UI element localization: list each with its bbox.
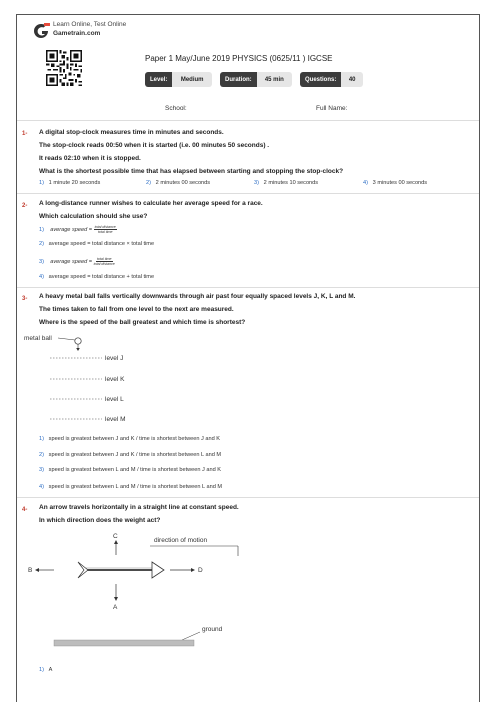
arrowhead [152,562,164,578]
label-d: D [198,567,203,574]
ground-block [54,640,194,646]
question-2-option-4[interactable]: 4) average speed = total distance + total time [39,274,155,280]
duration-label: Duration: [220,72,257,87]
question-2-option-3[interactable]: 3) average speed = $\frac{\text{total time}}{\text{total distance}}$ [39,257,115,266]
question-4-line-2: In which direction does the weight act? [39,517,161,524]
level-value: Medium [172,72,212,87]
ball-pointer-line [58,338,75,340]
question-1-number: 1- [22,131,28,137]
fullname-label: Full Name: [316,105,348,112]
question-3-line-3: Where is the speed of the ball greatest and which time is shortest? [39,319,246,326]
question-3-option-2[interactable]: 2) speed is greatest between J and K / time is shortest between L and M [39,452,222,458]
brand-tagline: Learn Online, Test Online [53,21,127,28]
level-label: Level: [145,72,172,87]
question-1-line-3: It reads 02:10 when it is stopped. [39,155,141,162]
arrow-forces-diagram [22,528,262,653]
level-badge [145,72,212,87]
question-2-line-1: A long-distance runner wishes to calculate her average speed for a race. [39,200,263,207]
question-4-option-1[interactable]: 1) A [39,667,53,673]
fraction: $\frac{\text{total time}}{\text{total distance}}$ [93,257,115,266]
question-1-line-2: The stop-clock reads 00:50 when it is started (i.e. 00 minutes 50 seconds) . [39,142,270,149]
question-3-line-2: The times taken to fall from one level to the next are measured. [39,306,234,313]
paper-title: Paper 1 May/June 2019 PHYSICS (0625/11 ) IGCSE [145,54,333,63]
brand-site: Gametrain.com [53,30,101,37]
question-4-line-1: An arrow travels horizontally in a straight line at constant speed. [39,504,239,511]
question-1-line-4: What is the shortest possible time that has elapsed between starting and stopping the stop-clock? [39,168,344,175]
question-1-option-2[interactable]: 2) 2 minutes 00 seconds [146,180,211,186]
question-1-option-4[interactable]: 4) 3 minutes 00 seconds [363,180,428,186]
question-1-line-1: A digital stop-clock measures time in minutes and seconds. [39,129,224,136]
question-3-number: 3- [22,296,28,302]
header-divider [17,120,479,121]
question-2-option-1[interactable]: 1) average speed = $\frac{\text{total distance}}{\text{total time}}$ [39,225,116,234]
question-3-divider [17,497,479,498]
level-k-label: level K [105,376,125,383]
question-2-option-2[interactable]: 2) average speed = total distance × total time [39,241,155,247]
duration-badge [220,72,292,87]
questions-value: 40 [341,72,363,87]
question-1-option-1[interactable]: 1) 1 minute 20 seconds [39,180,101,186]
label-a: A [113,604,118,611]
question-3-option-4[interactable]: 4) speed is greatest between L and M / time is shortest between L and M [39,484,223,490]
question-2-divider [17,287,479,288]
questions-label: Questions: [300,72,341,87]
ground-label: ground [202,626,223,633]
ground-pointer [182,632,200,640]
question-3-option-1[interactable]: 1) speed is greatest between J and K / time is shortest between J and K [39,436,220,442]
question-3-line-1: A heavy metal ball falls vertically downwards through air past four equally spaced levels J, K, L and M. [39,293,356,300]
level-j-label: level J [105,355,124,362]
question-3-option-3[interactable]: 3) speed is greatest between L and M / time is shortest between J and K [39,467,222,473]
question-4-number: 4- [22,507,28,513]
level-l-label: level L [105,396,124,403]
ball-label: metal ball [24,335,52,342]
questions-badge [300,72,363,87]
question-2-number: 2- [22,203,28,209]
level-m-label: level M [105,416,126,423]
arrow-fletching [78,562,88,578]
gametrain-logo-icon [31,22,51,40]
school-label: School: [165,105,187,112]
qr-code-icon [46,50,82,86]
question-2-line-2: Which calculation should she use? [39,213,148,220]
metal-ball [75,338,81,344]
motion-label: direction of motion [154,537,208,544]
question-1-option-3[interactable]: 3) 2 minutes 10 seconds [254,180,319,186]
label-c: C [113,533,118,540]
duration-value: 45 min [257,72,292,87]
fraction: $\frac{\text{total distance}}{\text{total time}}$ [94,225,116,234]
falling-ball-diagram [22,330,182,430]
question-1-divider [17,193,479,194]
label-b: B [28,567,33,574]
